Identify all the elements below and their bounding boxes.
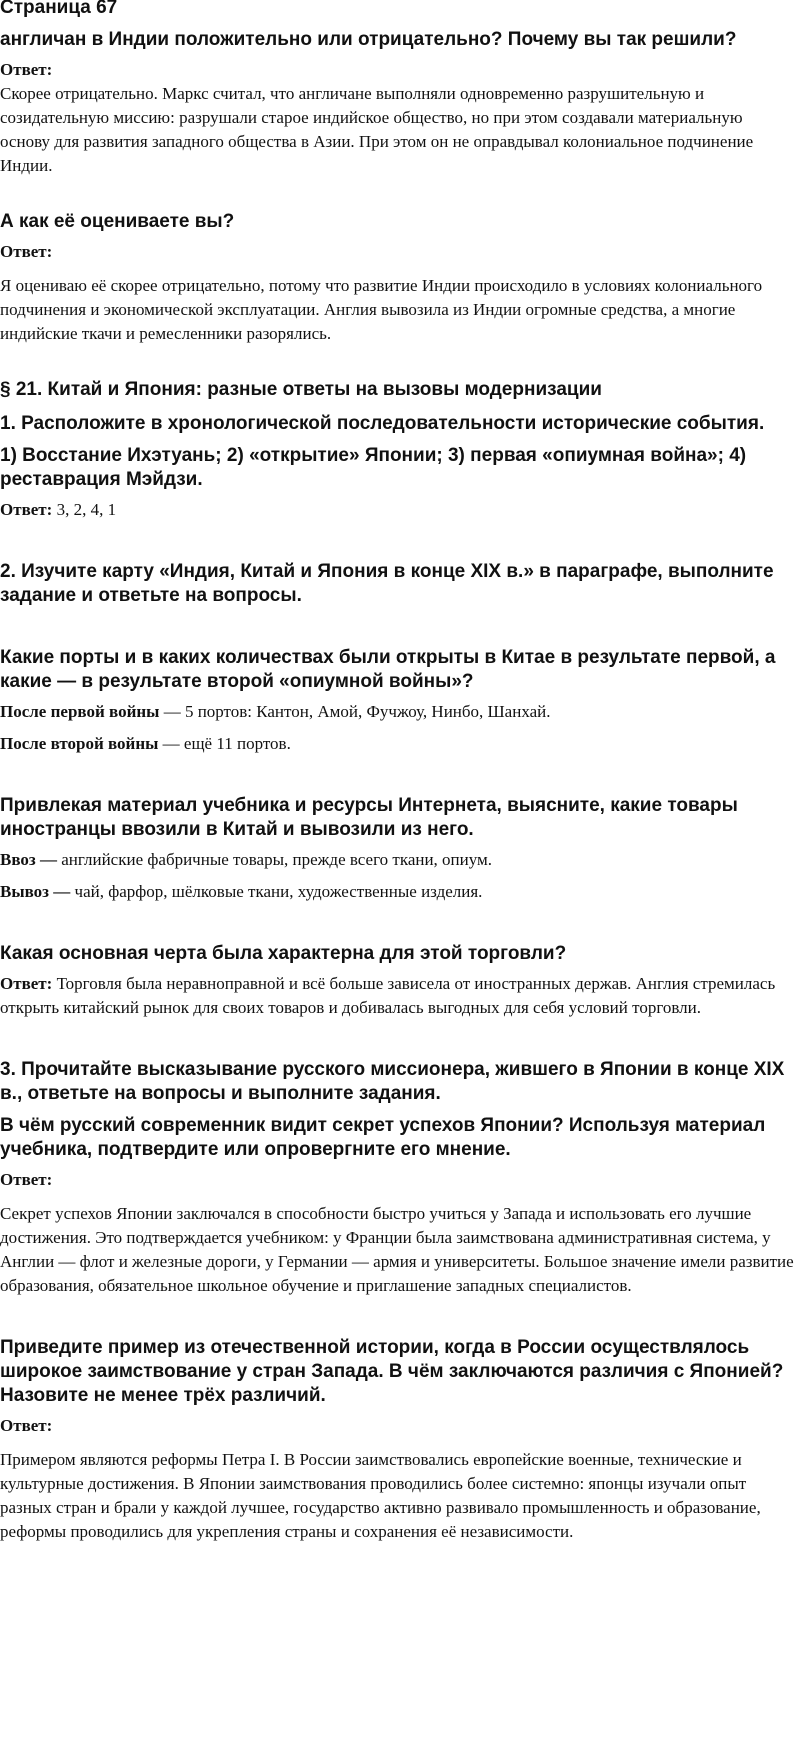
question-ports: Какие порты и в каких количествах были открыты в Китае в результате первой, а какие — в результате второй «опиумной войны»? — [0, 647, 776, 692]
task-2-title: 2. Изучите карту «Индия, Китай и Япония в конце XIX в.» в параграфе, выполните задание и ответьте на вопросы. — [0, 561, 774, 606]
answer-text: Скорее отрицательно. Маркс считал, что англичане выполняли одновременно разрушительную и созидательную миссию: разрушали старое индийское общество, но при этом создавали материальную основу для развития западного общества в Азии. При этом он не оправдывал колониальное подчинение Индии. — [0, 84, 754, 175]
answer-text: Секрет успехов Японии заключался в способности быстро учиться у Запада и использовать его лучшие достижения. Это подтверждается учебником: у Франции была заимствована административная система, у Англии — флот и железные дороги, у Германии — армия и университеты. Большое значение имели развитие образования, обязательное школьное обучение и приглашение западных специалистов. — [0, 1204, 794, 1295]
answer-import — [0, 848, 796, 872]
answer-label: Ответ: — [0, 500, 53, 519]
question-your-opinion: А как её оцениваете вы? — [0, 211, 235, 232]
section-title: § 21. Китай и Япония: разные ответы на вызовы модернизации — [0, 379, 602, 400]
answer-trade — [0, 972, 796, 1020]
answer-export — [0, 880, 796, 904]
answer-first-war — [0, 700, 796, 724]
answer-label: Ввоз — — [0, 850, 57, 869]
answer-label: После первой войны — [0, 702, 160, 721]
task-3-title: 3. Прочитайте высказывание русского миссионера, жившего в Японии в конце XIX в., ответьте на вопросы и выполните задания. — [0, 1059, 785, 1104]
question-secret: В чём русский современник видит секрет успехов Японии? Используя материал учебника, подтвердите или опровергните его мнение. — [0, 1115, 766, 1160]
page-header: Страница 67 — [0, 0, 118, 18]
question-russia: Приведите пример из отечественной истории, когда в России осуществлялось широкое заимствование у стран Запада. В чём заключаются различия с Японией? Назовите не менее трёх различий. — [0, 1337, 784, 1406]
answer-value: — ещё 11 портов. — [158, 734, 291, 753]
answer-value: 3, 2, 4, 1 — [52, 500, 117, 519]
answer-value: чай, фарфор, шёлковые ткани, художественные изделия. — [70, 882, 483, 901]
answer-label: После второй войны — [0, 734, 159, 753]
answer-label: Ответ: — [0, 1416, 53, 1435]
answer-label: Ответ: — [0, 242, 53, 261]
answer-text: Примером являются реформы Петра I. В России заимствовались европейские военные, технические и культурные достижения. В Японии заимствования проводились более системно: японцы изучали опыт разных стран и брали у каждой лучшее, государство активно развивало промышленность и образование, реформы проводились для укрепления страны и сохранения её независимости. — [0, 1450, 761, 1541]
question-attitude: англичан в Индии положительно или отрицательно? Почему вы так решили? — [0, 29, 737, 50]
question-trade: Какая основная черта была характерна для этой торговли? — [0, 943, 567, 964]
answer-label: Ответ: — [0, 60, 53, 79]
answer-label: Ответ: — [0, 974, 53, 993]
answer-value: английские фабричные товары, прежде всего ткани, опиум. — [57, 850, 493, 869]
question-goods: Привлекая материал учебника и ресурсы Интернета, выясните, какие товары иностранцы ввозили в Китай и вывозили из него. — [0, 795, 738, 840]
answer-value: — 5 портов: Кантон, Амой, Фучжоу, Нинбо, Шанхай. — [159, 702, 551, 721]
answer-label: Вывоз — — [0, 882, 71, 901]
task-1-events: 1) Восстание Ихэтуань; 2) «открытие» Японии; 3) первая «опиумная война»; 4) реставрация Мэйдзи. — [0, 445, 747, 490]
answer-label: Ответ: — [0, 1170, 53, 1189]
task-1-title: 1. Расположите в хронологической последовательности исторические события. — [0, 413, 765, 434]
task-1-answer — [0, 498, 796, 522]
answer-text: Я оцениваю её скорее отрицательно, потому что развитие Индии происходило в условиях колониального подчинения и экономической эксплуатации. Англия вывозила из Индии огромные средства, а многие индийские ткачи и ремесленники разорялись. — [0, 276, 763, 343]
answer-value: Торговля была неравноправной и всё больше зависела от иностранных держав. Англия стремилась открыть китайский рынок для своих товаров и добивалась выгодных для себя условий торговли. — [0, 974, 776, 1017]
answer-second-war — [0, 732, 796, 756]
